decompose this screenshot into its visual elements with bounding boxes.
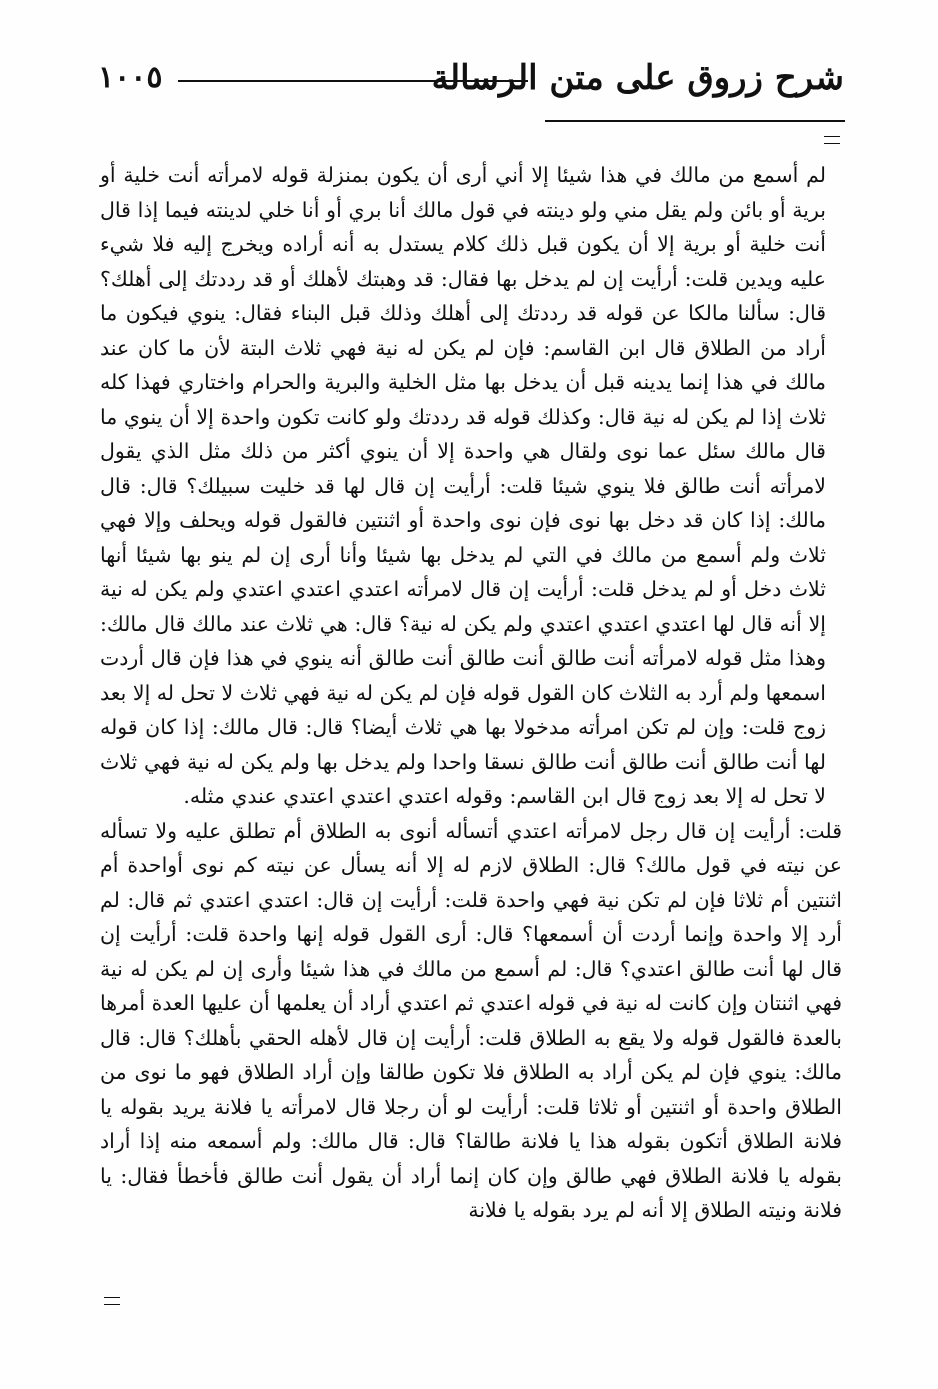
page-number: ١٠٠٥ — [98, 60, 163, 95]
main-text — [100, 158, 842, 1228]
header-rule — [178, 80, 528, 82]
paragraph-1: لم أسمع من مالك في هذا شيئا إلا أني أرى أن يكون بمنزلة قوله لامرأته أنت خلية أو برية أو بائن ولم يقل مني ولو دينته في قول مالك أنا بري أو أنا خلي لدينته فيما إذا قال أنت خلية أو برية إلا أن يكون قبل ذلك كلام يستدل به أنه أراده ويخرج إليه فلا شيء عليه ويدين قلت: أرأيت إن لم يدخل بها فقال: قد وهبتك لأهلك أو قد رددتك إلى أهلك؟ قال: سألنا مالكا عن قوله قد رددتك إلى أهلك وذلك قبل البناء فقال: ينوي فيكون ما أراد من الطلاق قال ابن القاسم: فإن لم يكن له نية فهي ثلاث البتة لأن ما كان عند مالك في هذا إنما يدينه قبل أن يدخل بها مثل الخلية والبرية والحرام واختاري فهذا كله ثلاث إذا لم يكن له نية قال: وكذلك قوله قد رددتك ولو كانت تكون واحدة إلا أن ينوي ما قال مالك سئل عما نوى ولقال هي واحدة إلا أن ينوي أكثر من ذلك مثل الذي يقول لامرأته أنت طالق فلا ينوي شيئا قلت: أرأيت إن قال لها قد خليت سبيلك؟ قال: قال مالك: إذا كان قد دخل بها نوى فإن نوى واحدة أو اثنتين فالقول قوله ويحلف وإلا فهي ثلاث ولم أسمع من مالك في التي لم يدخل بها شيئا وأنا أرى إن لم ينو بها شيئا أنها ثلاث دخل أو لم يدخل قلت: أرأيت إن قال لامرأته اعتدي اعتدي اعتدي ولم يكن له نية إلا أنه قال لها اعتدي اعتدي اعتدي ولم يكن له نية؟ قال: هي ثلاث عند مالك قال مالك: وهذا مثل قوله لامرأته أنت طالق أنت طالق أنت طالق أنه ينوي في هذا فإن قال أردت اسمعها ولم أرد به الثلاث كان القول قوله فإن لم يكن له نية فهي ثلاث لا تحل له إلا بعد زوج قلت: وإن لم تكن امرأته مدخولا بها هي ثلاث أيضا؟ قال: قال مالك: إذا كان قوله لها أنت طالق أنت طالق أنت طالق نسقا واحدا ولم يدخل بها ولم يكن له نية فهي ثلاث لا تحل له إلا بعد زوج قال ابن القاسم: وقوله اعتدي اعتدي اعتدي عندي مثله. — [100, 163, 826, 808]
paragraph-2: قلت: أرأيت إن قال رجل لامرأته اعتدي أتسأله أنوى به الطلاق أم تطلق عليه ولا تسأله عن نيته في قول مالك؟ قال: الطلاق لازم له إلا أنه يسأل عن نيته كم نوى أواحدة أم اثنتين أم ثلاثا فإن لم تكن نية فهي واحدة قلت: أرأيت إن قال: اعتدي اعتدي ثم قال: لم أرد إلا واحدة وإنما أردت أن أسمعها؟ قال: أرى القول قوله إنها واحدة قلت: أرأيت إن قال لها أنت طالق اعتدي؟ قال: لم أسمع من مالك في هذا شيئا وأرى إن لم يكن له نية فهي اثنتان وإن كانت له نية في قوله اعتدي ثم اعتدي أراد أن يعلمها أن عليها العدة أمرها بالعدة فالقول قوله ولا يقع به الطلاق قلت: أرأيت إن قال لأهله الحقي بأهلك؟ قال: قال مالك: ينوي فإن لم يكن أراد به الطلاق فلا تكون طالقا وإن أراد الطلاق فهو ما نوى من الطلاق واحدة أو اثنتين أو ثلاثا قلت: أرأيت لو أن رجلا قال لامرأته يا فلانة يريد بقوله يا فلانة الطلاق أتكون بقوله هذا يا فلانة طالقا؟ قال: قال مالك: ولم أسمعه منه إذا أراد بقوله يا فلانة الطلاق فهي طالق وإن كان إنما أراد أن يقول أنت طالق فأخطأ فقال: يا فلانة ونيته الطلاق إلا أنه لم يرد بقوله يا فلانة — [100, 818, 842, 1222]
page-header — [0, 58, 938, 108]
title-underline — [545, 120, 845, 122]
running-title: شرح زروق على متن الرسالة — [431, 58, 844, 98]
top-double-mark — [824, 136, 840, 144]
bottom-double-mark — [104, 1297, 120, 1305]
